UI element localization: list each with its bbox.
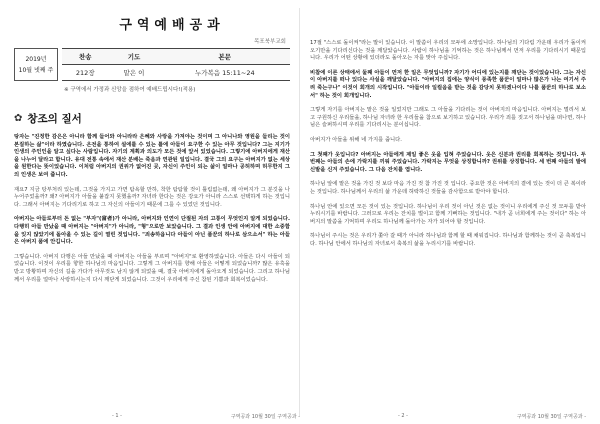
paragraph: 하나님이 주시는 것은 우리가 쫓아 갈 때가 아니라 하나님과 함께 할 때 채워집니다. 하나님과 함께하는 것이 곧 축복입니다. 하나님 안에서 하나님의 자녀로서 축복의 삶을 누리시기를 바랍니다. bbox=[310, 233, 586, 247]
church-name: 목포북부교회 bbox=[254, 39, 286, 45]
scripture-reference: 누가복음 15:11~24 bbox=[160, 65, 290, 81]
paragraph: 그 첫째가 옷입니다? 아버지는 아들에게 제일 좋은 옷을 입혀 주었습니다. 옷은 신분과 권리를 회복하는 것입니다. 두 번째는 아들의 손에 가락지를 끼워 주었습니다. 가락지는 무엇을 상징합니까? 권위를 상징합니다. 세 번째 아들의 발에 신발을 신겨 주었습니다. 그 다음 잔치를 엽니다. bbox=[310, 151, 586, 173]
bullet-flower-icon: ✿ bbox=[14, 113, 23, 124]
paragraph: 탕자는 "진정한 감은은 아니라 함께 들어와 아니라라 은혜와 사랑을 가져야는 것이며 그 아니나와 영원을 들리는 것이 본질하는 삶"이라 하였습니다. 온전을 통하여 설에를 수 있는 틀에 아들이 요구한 수 있는 아무 것입니다? 그는 지기가 인생의 주인인을 알고 싶다는 사람입니다. 자기의 계획과 의도가 모든 것에 앞서 있었습니다. 그렇기에 아버지에게 재산을 나누어 달라고 합니다. 유대 전통 속에서 재산 분배는 죽음과 연관된 일입니다. 결국 그의 요구는 아버지가 없는 세상을 원한다는 뜻이었습니다. 이처럼 아버지의 권위가 없어진 곳, 자신이 주인이 되는 삶이 얼마나 공허하며 허무한지 그의 인생은 보여 줍니다. bbox=[14, 134, 290, 178]
date-box bbox=[14, 48, 58, 81]
paragraph: 아버지는 아들로부터 돈 없는 "부자"(富者)가 아니라, 아버지와 인연이 단절된 자의 고통이 무엇인지 알게 되었습니다. 다행히 아들 만났을 때 아버지는 "아버지"가 아니라, "형"으로만 보았습니다. 그 결과 인생 안에 아버지에 대한 소중함을 잊지 않았기에 돌아올 수 있는 길이 열린 것입니다. "죄송하옵니다 아들이 아닌 품꾼의 하나로 삼으소서" 하는 아들은 아버지 품에 안깁니다. bbox=[14, 216, 290, 246]
paragraph: 그렇습니다. 아버지 다행은 아들 만났을 때 아버지는 아들을 부르며 "아버지"로 환영하였습니다. 아들은 다시 아들이 되었습니다. 이것이 우리를 향한 하나님의 마음입니다. 그렇게 그 아버지를 향해 아들은 어떻게 되었습니까? 많은 유혹을 받고 방황하며 자신의 길을 가다가 아무것도 남지 않게 되었을 때, 결국 아버지에게 돌아오게 되었습니다. 그리고 하나님께서 우리를 얼마나 사랑하시는지 다시 깨닫게 되었습니다. 그것이 우리에게 주신 참된 기쁨과 회복이었습니다. bbox=[14, 253, 290, 283]
service-header bbox=[14, 48, 290, 81]
footer bbox=[0, 413, 600, 420]
paragraph: 17절 "스스로 돌이켜"라는 말이 있습니다. 이 말씀이 우리의 모두에 소망입니다. 하나님의 기다림 가운데 우리가 돌이켜 오기만을 기다리신다는 것을 깨달았습니다. 사람이 하나님을 기억하는 것은 하나님께서 먼저 우리를 기다리시기 때문입니다. 우리가 어떤 상황에 있더라도 돌아오는 자를 맞아 주십니다. bbox=[310, 40, 586, 62]
page-number-left: - 1 - bbox=[112, 413, 122, 419]
table-header-scripture: 본문 bbox=[160, 49, 290, 65]
page-number-right: - 2 - bbox=[398, 413, 408, 419]
table-header-hymn: 찬송 bbox=[62, 49, 109, 65]
paragraph: 재요7 지금 탕부처리 있는데, 그것을 가지고 가면 탐욕할 만하, 착한 탐탐할 것이 틀림없는데, 왜 아버지가 그 분깃을 나누어주었을까? 왜? 아버지가 아들을 붙잡지 못했을까? 자녀라 한다는 것은 강요가 아니라 스스로 선택하게 하는 것입니다. 그래서 아버지는 기다리기로 하고 그 자신의 아들이기 때문에 그를 수 있었던 것입니다. bbox=[14, 186, 290, 208]
notice-text: ※ 구역에서 가정과 신앙을 점하여 예배드립시다!(적용) bbox=[64, 87, 196, 93]
sermon-title: 창조의 질서 bbox=[27, 113, 82, 125]
date-year: 2019년 bbox=[25, 55, 47, 63]
worship-order-table bbox=[62, 48, 290, 81]
paragraph: 아버지가 아들을 위해 네 가지를 줍니다. bbox=[310, 136, 402, 143]
footer-right-label: 구역공과 10월 30일 구역공과 - bbox=[516, 414, 586, 420]
footer-left-label: 구역공과 10월 30일 구역공과 - bbox=[230, 414, 300, 420]
date-week: 10월 넷째 주 bbox=[18, 66, 54, 74]
page-right bbox=[300, 0, 600, 424]
prayer-leader: 맡은 이 bbox=[109, 65, 160, 81]
hymn-number: 212장 bbox=[62, 65, 109, 81]
paragraph: 그렇게 자기를 아버지는 맡은 것을 일었지만 그래도 그 아들을 기다리는 것이 아버지의 마음입니다. 아버지는 멀리서 보고 구원하신 우리들을, 하나님 자녀라 한 우리들을 참으로 보기하고 있습니다. 우리가 죄를 짓고서 하나님을 떠나면, 하나님은 슬퍼하시며 우리를 기다리시는 분이십니다. bbox=[310, 107, 586, 129]
table-header-prayer: 기도 bbox=[109, 49, 160, 65]
paragraph: 비참에 이른 상태에서 둘째 아들이 먼저 한 일은 무엇입니까? 자기가 어디에 있는지를 깨닫는 것이었습니다. 그는 자신이 아버지를 떠나 있다는 사실을 깨달았습니다. "아버지의 집에는 양식이 풍족한 품꾼이 얼마나 많은가 나는 여기서 주려 죽는구나" 이것이 회개의 시작입니다. "아들이라 일컬음을 받는 것을 감당치 못하겠나이다 나를 품꾼의 하나로 보소서" 하는 것이 회개입니다. bbox=[310, 69, 586, 99]
paragraph: 하나님 앞에 맡은 것을 가진 것 보다 마음 가진 것 참 가진 것 입니다. 중요한 것은 아버지의 곁에 있는 것이 더 큰 복이라는 것입니다. 하나님께서 우리의 삶 가운데 허락하신 것들을 감사함으로 받아야 합니다. bbox=[310, 181, 586, 195]
bulletin-title: 구역예배공과 bbox=[119, 18, 225, 33]
sermon-heading bbox=[14, 111, 290, 126]
paragraph: 하나님 안에 있으면 모든 것이 있는 것입니다. 하나님이 우리 것이 아닌 것은 없는 것이니 우리에게 주신 것 모두를 받아 누리시기를 바랍니다. 그러므로 우리는 잔치를 벌이고 함께 기뻐하는 것입니다. "내가 곧 너희에게 주는 것이다" 하는 아버지의 말씀을 기억하며 우리도 하나님께 돌아가는 자가 되어야 할 것입니다. bbox=[310, 203, 586, 225]
